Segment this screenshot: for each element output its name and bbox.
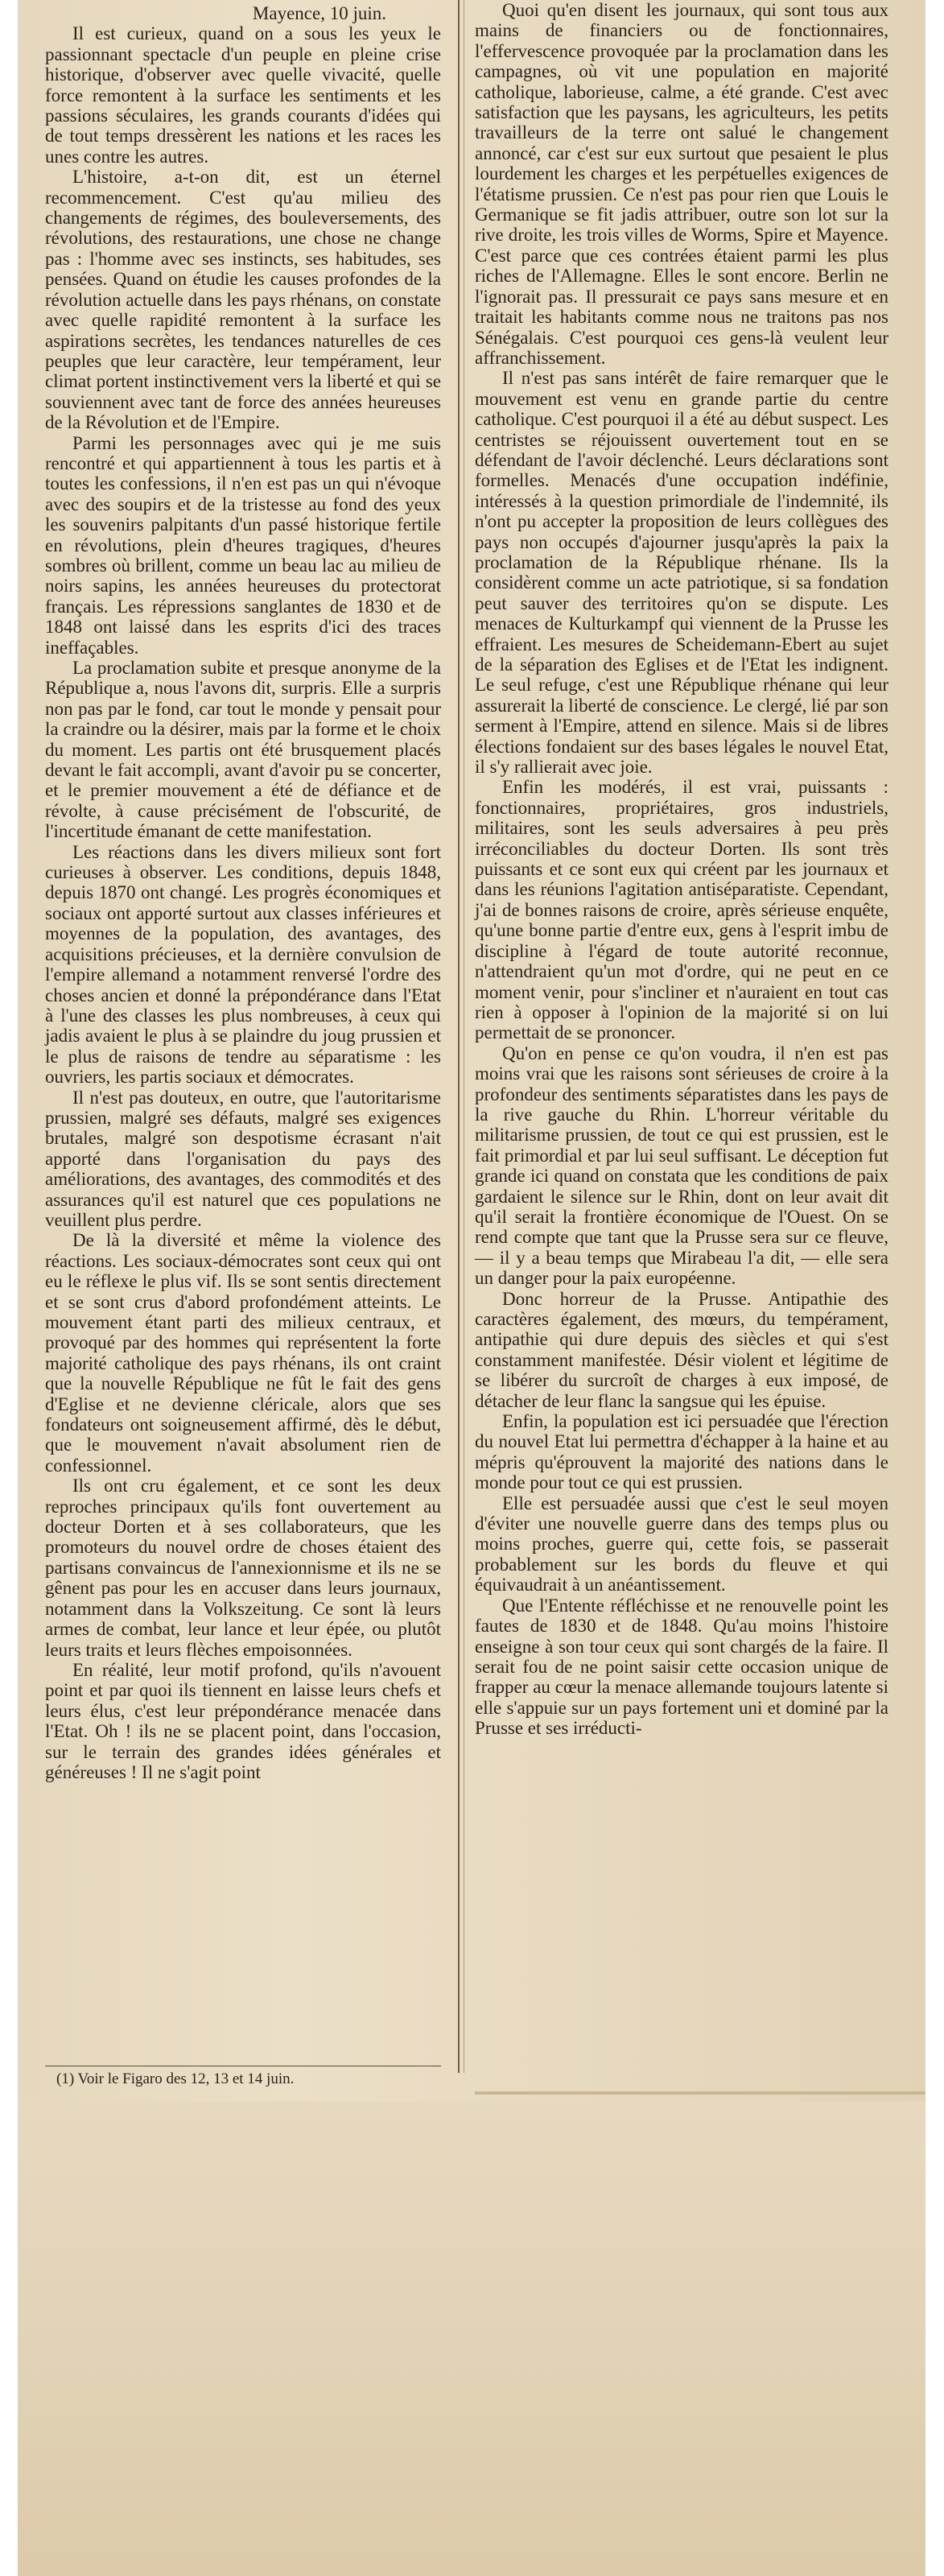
paragraph: Les réactions dans les divers milieux sont fort curieuses à observer. Les conditions, depuis 1848, depuis 1870 ont changé. Les progrès économiques et sociaux ont apporté surtout aux classes inférieures et moyennes de la population, des avantages, des acquisitions précieuses, et la dernière convulsion de l'empire allemand a notamment renversé l'ordre des choses ancien et donné la prépondérance dans l'Etat à l'une des classes les plus nombreuses, à ceux qui jadis avaient le plus à se plaindre du joug prussien et le plus de raisons de tendre au séparatisme : les ouvriers, les partis sociaux et démocrates.	[45, 841, 441, 1088]
blank-paper-strip	[18, 2101, 925, 2576]
paragraph: Quoi qu'en disent les journaux, qui sont tous aux mains de financiers ou de fonctionnaires, l'effervescence provoquée par la proclamation dans les campagnes, où vit une population en majorité catholique, laborieuse, calme, a été grande. C'est avec satisfaction que les paysans, les agriculteurs, les petits travailleurs de la terre ont salué le changement annoncé, car c'est sur eux surtout que pesaient le plus lourdement les charges et les perpétuelles exigences de l'étatisme prussien. Ce n'est pas pour rien que Louis le Germanique se fit jadis attribuer, outre son lot sur la rive droite, les trois villes de Worms, Spire et Mayence. C'est parce que ces contrées étaient parmi les plus riches de l'Allemagne. Elles le sont encore. Berlin ne l'ignorait pas. Il pressurait ce pays sans mesure et en traitait les habitants comme nous ne traitons pas nos Sénégalais. C'est pourquoi ces gens-là veulent leur affranchissement.	[475, 0, 888, 368]
paragraph: Qu'on en pense ce qu'on voudra, il n'en est pas moins vrai que les raisons sont sérieuses de croire à la profondeur des sentiments séparatistes dans les pays de la rive gauche du Rhin. L'horreur véritable du militarisme prussien, de tout ce qui est prussien, est le fait primordial et par lui seul suffisant. Le déception fut grande ici quand on constata que les conditions de paix gardaient le silence sur le Rhin, dont on leur avait dit qu'il serait la frontière économique de l'Ouest. On se rend compte que tant que la Prusse sera sur ce fleuve, — il y a beau temps que Mirabeau l'a dit, — elle sera un danger pour la paix européenne.	[475, 1042, 888, 1289]
paragraph: Il n'est pas sans intérêt de faire remarquer que le mouvement est venu en grande partie du centre catholique. C'est pourquoi il a été au début suspect. Les centristes se réjouissent ouvertement tout en se défendant de l'avoir déclenché. Leurs déclarations sont formelles. Menacés d'une occupation indéfinie, intéressés à la question primordiale de l'indemnité, ils n'ont pu accepter la proposition de leurs collègues des pays non occupés d'ajourner jusqu'après la paix la proclamation de la République rhénane. Ils la considèrent comme un acte patriotique, si sa fondation peut sauver des territoires qu'on se dispute. Les menaces de Kulturkampf qui viennent de la Prusse les effraient. Les mesures de Scheidemann-Ebert au sujet de la séparation des Eglises et de l'Etat les indignent. Le seul refuge, c'est une République rhénane qui leur assurerait la liberté de conscience. Le clergé, lié par son serment à l'Empire, attend en silence. Mais si de libres élections fondaient sur des bases légales le nouvel Etat, il s'y rallierait avec joie.	[475, 368, 888, 778]
paper-fold	[475, 2091, 925, 2095]
paragraph: Enfin les modérés, il est vrai, puissants : fonctionnaires, propriétaires, gros industriels, militaires, sont les seuls adversaires à peu près irréconciliables du docteur Dorten. Ils sont très puissants et ce sont eux qui créent par les journaux et dans les réunions l'agitation antiséparatiste. Cependant, j'ai de bonnes raisons de croire, après sérieuse enquête, qu'une bonne partie d'entre eux, gens à l'esprit imbu de discipline à l'égard de toute autorité reconnue, n'attendraient qu'un mot d'ordre, qui ne peut en ce moment venir, pour s'incliner et n'auraient en tout cas rien à opposer à l'opinion de la majorité si on lui permettait de se prononcer.	[475, 777, 888, 1043]
paragraph: De là la diversité et même la violence des réactions. Les sociaux-démocrates sont ceux qui ont eu le réflexe le plus vif. Ils se sont sentis directement et se sont crus d'abord profondément atteints. Le mouvement étant parti des milieux centraux, et provoqué par des hommes qui représentent la forte majorité catholique des pays rhénans, ils ont craint que la nouvelle République ne fût le fait des gens d'Eglise et ne devienne cléricale, alors que ses fondateurs ont soigneusement affirmé, dès le début, que le mouvement n'avait absolument rien de confessionnel.	[45, 1230, 441, 1476]
paragraph: Il est curieux, quand on a sous les yeux le passionnant spectacle d'un peuple en pleine crise historique, d'observer avec quelle vivacité, quelle force remontent à la surface les sentiments et les passions séculaires, les grands courants d'idées qui de tout temps dressèrent les nations et les races les unes contre les autres.	[45, 23, 441, 167]
column-divider	[458, 0, 460, 2073]
dateline: Mayence, 10 juin.	[252, 3, 386, 23]
footnote: (1) Voir le Figaro des 12, 13 et 14 juin.	[56, 2070, 295, 2087]
paragraph: Il n'est pas douteux, en outre, que l'autoritarisme prussien, malgré ses défauts, malgré ses exigences brutales, malgré son despotisme écrasant n'ait apporté dans l'organisation du pays des améliorations, des avantages, des commodités et des assurances qu'il est naturel que ces populations ne veuillent plus perdre.	[45, 1087, 441, 1230]
paragraph: Elle est persuadée aussi que c'est le seul moyen d'éviter une nouvelle guerre dans des temps plus ou moins proches, guerre qui, cette fois, se passerait probablement sur les bords du fleuve et qui équivaudrait à un anéantissement.	[475, 1492, 888, 1596]
paragraph: Ils ont cru également, et ce sont les deux reproches principaux qu'ils font ouvertement au docteur Dorten et à ses collaborateurs, que les promoteurs du nouvel ordre de choses étaient des partisans convaincus de l'annexionnisme et ils ne se gênent pas pour les en accuser dans leurs journaux, notamment dans la Volkszeitung. Ce sont là leurs armes de combat, leur lance et leur épée, ou plutôt leurs traits et leurs flèches empoisonnées.	[45, 1476, 441, 1660]
paragraph: Enfin, la population est ici persuadée que l'érection du nouvel Etat lui permettra d'échapper à la haine et au mépris qu'éprouvent la majorité des nations dans le monde pour tout ce qui est prussien.	[475, 1411, 888, 1493]
paragraph: En réalité, leur motif profond, qu'ils n'avouent point et par quoi ils tiennent en laisse leurs chefs et leurs élus, c'est leur prépondérance menacée dans l'Etat. Oh ! ils ne se placent point, dans l'occasion, sur le terrain des grandes idées générales et généreuses ! Il ne s'agit point	[45, 1659, 441, 1782]
paragraph: Donc horreur de la Prusse. Antipathie des caractères également, des mœurs, du tempérament, antipathie qui dure depuis des siècles et qui s'est constamment manifestée. Désir violent et légitime de se libérer du surcroît de charges à eux imposé, de détacher de leur flanc la sangsue qui les épuise.	[475, 1288, 888, 1411]
paragraph: Parmi les personnages avec qui je me suis rencontré et qui appartiennent à tous les partis et à toutes les confessions, il n'en est pas un qui n'évoque avec des soupirs et de la tristesse au fond des yeux les souvenirs palpitants d'un passé historique fertile en révolutions, plein d'heures tragiques, d'heures sombres où brillent, comme un beau lac au milieu de noirs sapins, les années heureuses du protectorat français. Les répressions sanglantes de 1830 et de 1848 ont laissé dans les esprits d'ici des traces ineffaçables.	[45, 432, 441, 658]
paragraph: La proclamation subite et presque anonyme de la République a, nous l'avons dit, surpris. Elle a surpris non pas par le fond, car tout le monde y pensait pour la craindre ou la désirer, mais par la forme et le choix du moment. Les partis ont été brusquement placés devant le fait accompli, avant d'avoir pu se concerter, et le premier mouvement a été de défiance et de révolte, à cause précisément de l'obscurité, de l'incertitude émanant de cette manifestation.	[45, 658, 441, 842]
paragraph: L'histoire, a-t-on dit, est un éternel recommencement. C'est qu'au milieu des changements de régimes, des bouleversements, des révolutions, des restaurations, une chose ne change pas : l'homme avec ses instincts, ses habitudes, ses pensées. Quand on étudie les causes profondes de la révolution actuelle dans les pays rhénans, on constate avec quelle rapidité remontent à la surface les aspirations secrètes, les tendances naturelles de ces peuples que leur caractère, leur tempérament, leur climat portent instinctivement vers la liberté et qui se souviennent avec tant de force des années heureuses de la Révolution et de l'Empire.	[45, 167, 441, 433]
paragraph: Que l'Entente réfléchisse et ne renouvelle point les fautes de 1830 et de 1848. Qu'au moins l'histoire enseigne à son tour ceux qui sont chargés de la faire. Il serait fou de ne point saisir cette occasion unique de frapper au cœur la menace allemande toujours latente si elle s'appuie sur un pays fortement uni et dominé par la Prusse et ses irréducti-	[475, 1595, 888, 1739]
